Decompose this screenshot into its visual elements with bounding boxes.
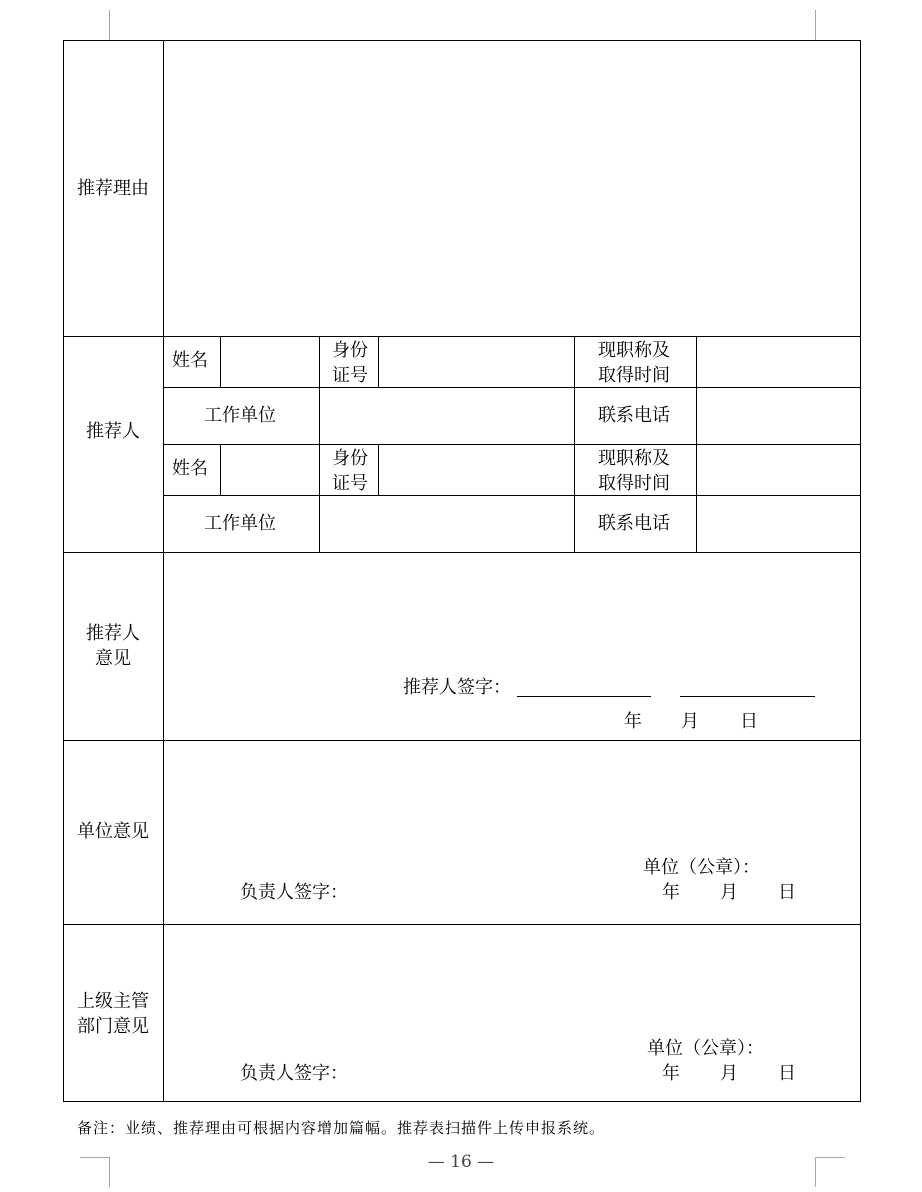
recommender-date-month: 月	[681, 711, 699, 732]
subrow-divider-3	[163, 495, 861, 496]
row-divider-reason	[63, 336, 861, 337]
superior-seal-label: 单位（公章）：	[647, 1038, 764, 1059]
recommender-opinion-label: 推荐人 意见	[86, 623, 140, 669]
crop-mark-top-left	[109, 10, 110, 40]
reason-label: 推荐理由	[77, 178, 149, 199]
subrow-divider-1	[163, 387, 861, 388]
recommender1-name-label: 姓名	[172, 350, 208, 371]
footnote: 备注：业绩、推荐理由可根据内容增加篇幅。推荐表扫描件上传申报系统。	[77, 1119, 606, 1137]
recommender1-work-unit-label: 工作单位	[204, 405, 276, 426]
subrow-divider-2	[163, 444, 861, 445]
col-divider-id-label-1	[319, 336, 320, 552]
recommender-signature-line-1	[517, 696, 651, 697]
col-divider-id-value-1	[378, 336, 379, 387]
superior-signature-label: 负责人签字：	[240, 1063, 348, 1084]
page-number: — 16 —	[427, 1152, 495, 1172]
recommender-date-year: 年	[624, 711, 642, 732]
unit-date-month: 月	[720, 882, 738, 903]
label-column-divider	[163, 40, 164, 1102]
col-divider-name-1	[220, 336, 221, 387]
recommender1-phone-label: 联系电话	[598, 405, 670, 426]
recommender-signature-line-2	[680, 696, 815, 697]
col-divider-title	[574, 336, 575, 552]
row-divider-unit-opinion	[63, 924, 861, 925]
recommender1-title-label: 现职称及 取得时间	[598, 340, 670, 386]
recommender1-id-label: 身份 证号	[332, 340, 368, 386]
recommender2-work-unit-label: 工作单位	[204, 513, 276, 534]
unit-signature-label: 负责人签字：	[240, 882, 348, 903]
col-divider-id-value-2	[378, 444, 379, 495]
recommender2-title-label: 现职称及 取得时间	[598, 448, 670, 494]
unit-date-day: 日	[778, 882, 796, 903]
recommender-date-day: 日	[740, 711, 758, 732]
superior-opinion-label: 上级主管 部门意见	[77, 991, 149, 1037]
superior-date-year: 年	[662, 1063, 680, 1084]
unit-seal-label: 单位（公章）：	[643, 857, 760, 878]
recommendation-form-table	[63, 40, 861, 1102]
recommender-label: 推荐人	[86, 421, 140, 442]
crop-mark-top-right	[815, 10, 816, 40]
row-divider-recommender-opinion	[63, 740, 861, 741]
superior-date-month: 月	[720, 1063, 738, 1084]
unit-date-year: 年	[662, 882, 680, 903]
recommender2-name-label: 姓名	[172, 458, 208, 479]
col-divider-name-2	[220, 444, 221, 495]
recommender-signature-label: 推荐人签字：	[403, 677, 511, 698]
recommender2-phone-label: 联系电话	[598, 513, 670, 534]
col-divider-title-value	[696, 336, 697, 552]
superior-date-day: 日	[778, 1063, 796, 1084]
row-divider-recommender	[63, 552, 861, 553]
recommender2-id-label: 身份 证号	[332, 448, 368, 494]
unit-opinion-label: 单位意见	[77, 821, 149, 842]
